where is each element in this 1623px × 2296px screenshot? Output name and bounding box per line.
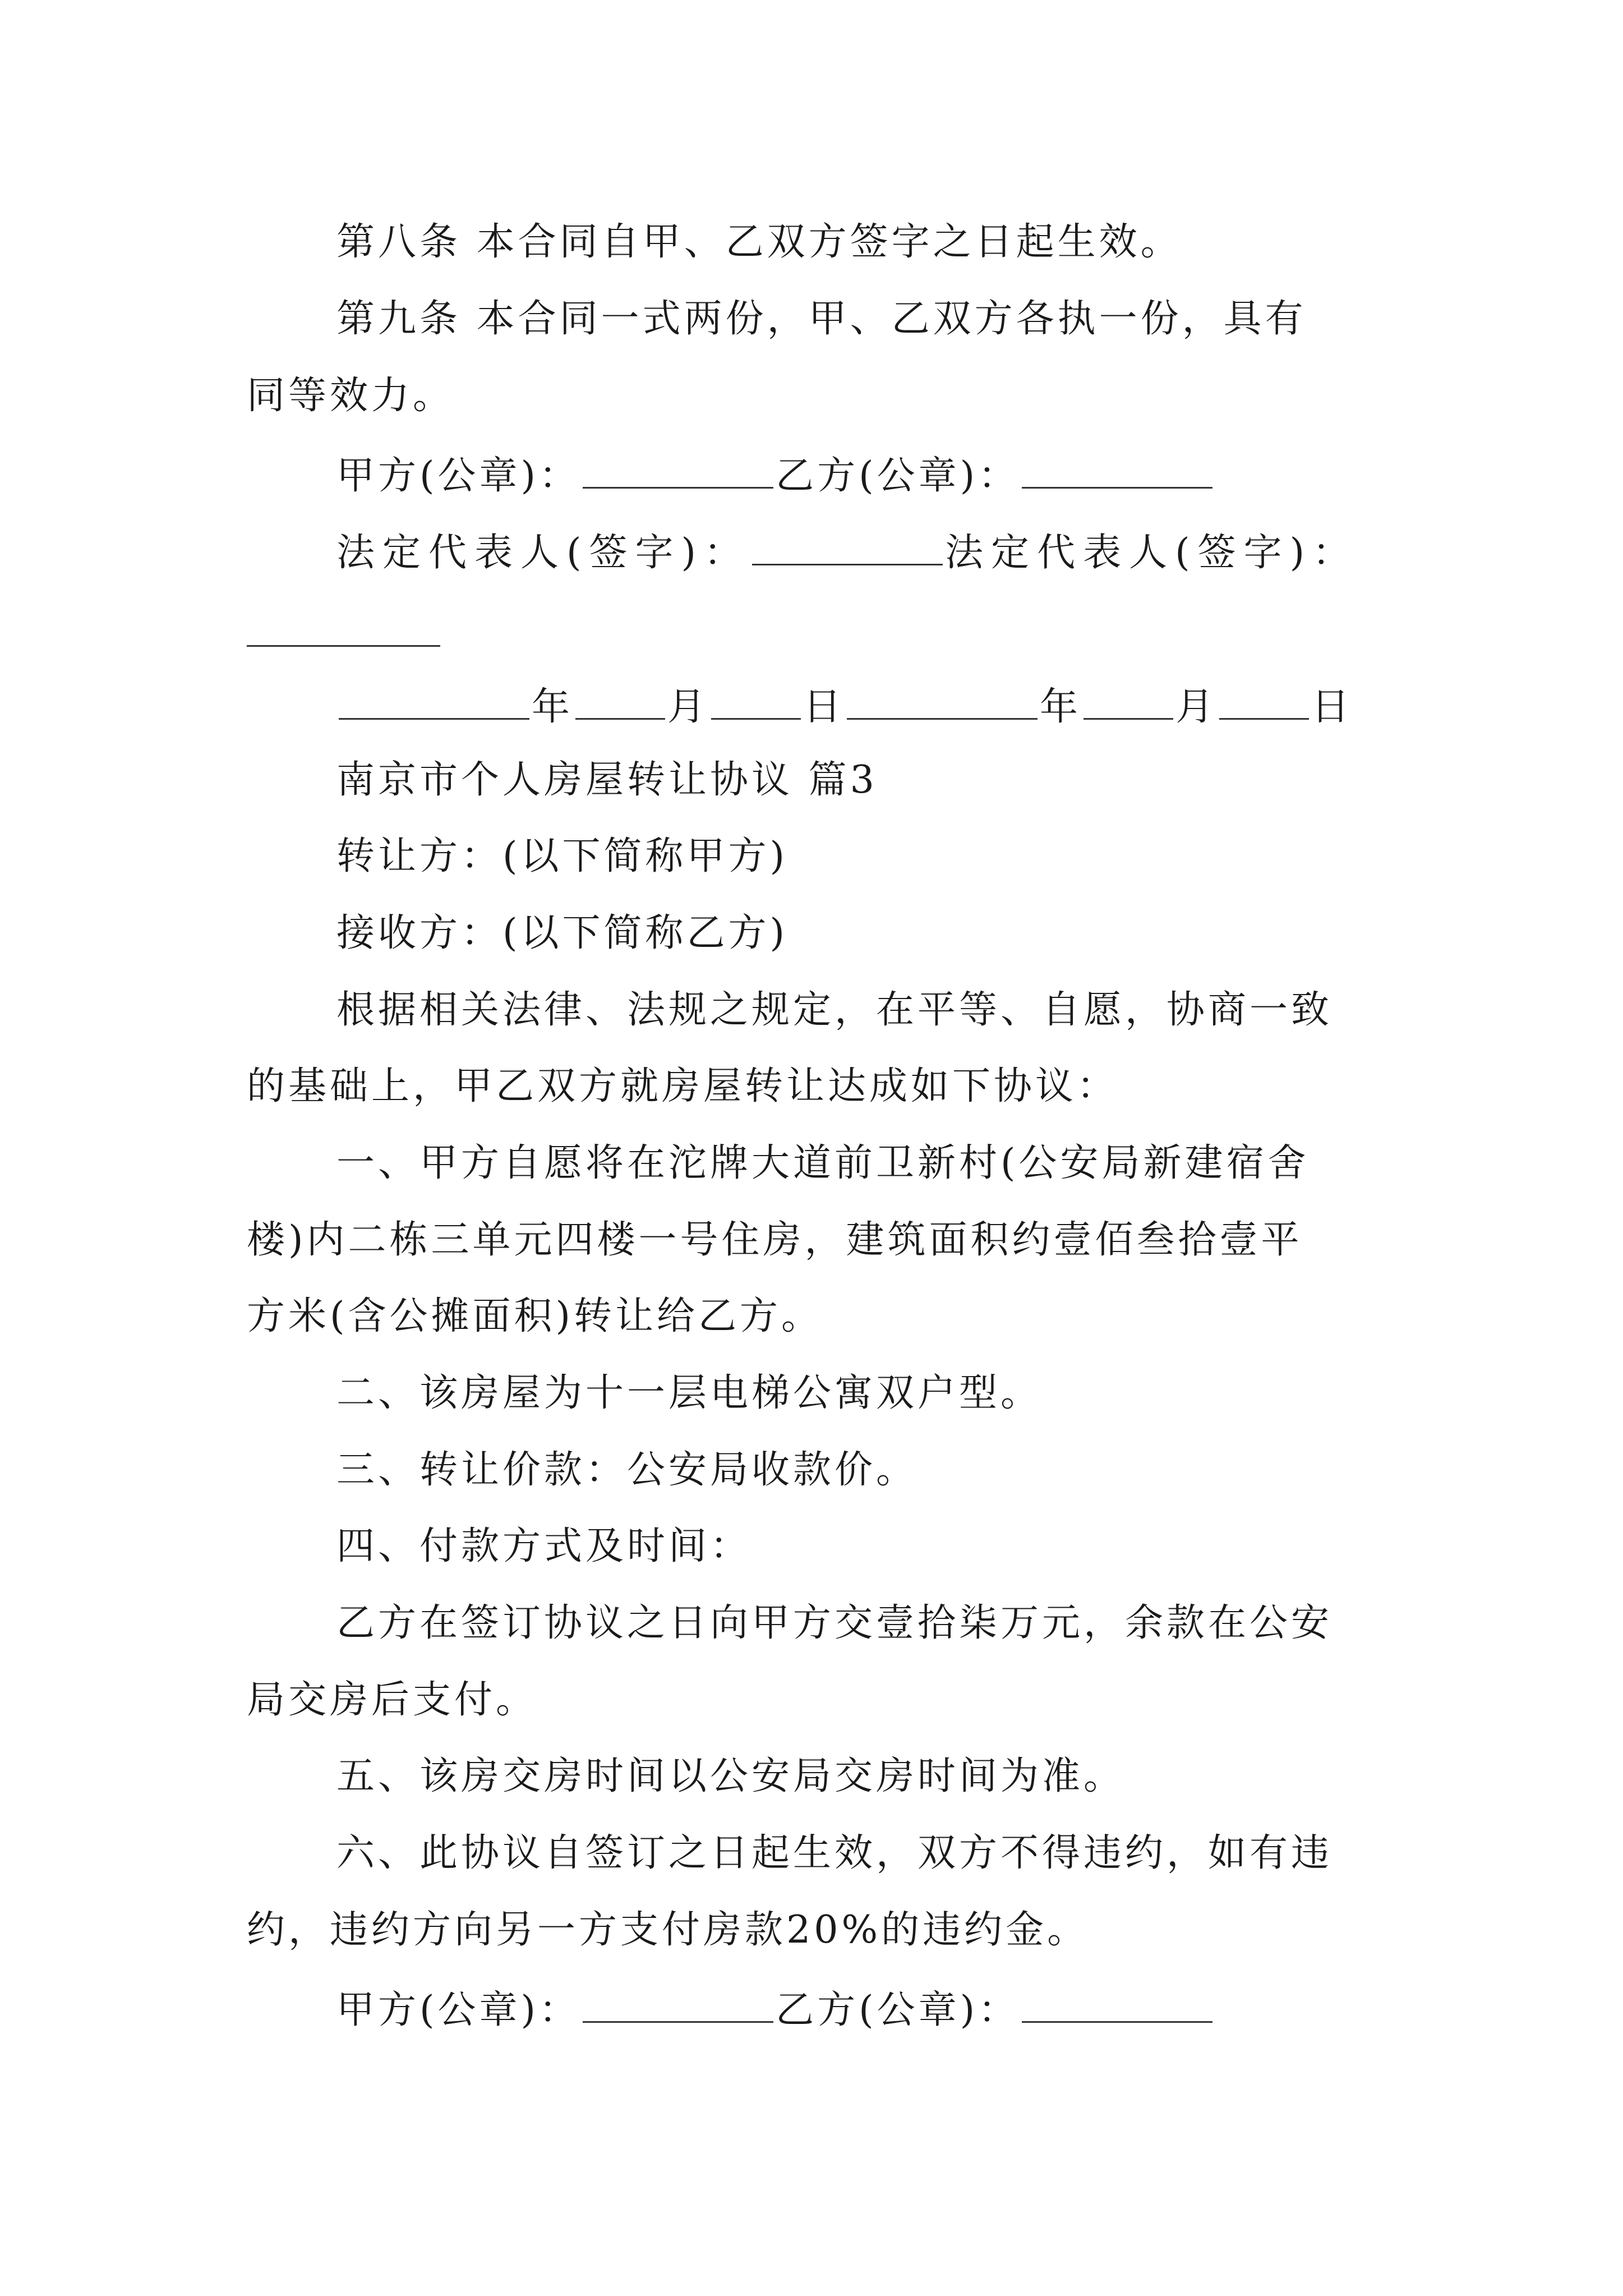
party-b-seal-blank bbox=[1022, 453, 1212, 489]
clause-4-line-1: 乙方在签订协议之日向甲方交壹拾柒万元，余款在公安 bbox=[336, 1601, 1333, 1645]
party-b-seal-blank-2 bbox=[1022, 1987, 1212, 2023]
party-b-seal-label: 乙方(公章)： bbox=[776, 454, 1020, 498]
date-a-month-blank bbox=[575, 684, 665, 720]
party-b-seal-label-2: 乙方(公章)： bbox=[776, 1988, 1020, 2032]
date-a-day-blank bbox=[711, 684, 801, 720]
party-a-seal-label-2: 甲方(公章)： bbox=[336, 1988, 581, 2032]
date-b-year-blank bbox=[847, 684, 1038, 720]
signature-row-2 bbox=[336, 1987, 1215, 2030]
clause-3: 三、转让价款：公安局收款价。 bbox=[336, 1448, 918, 1492]
intro-line-2: 的基础上，甲乙双方就房屋转让达成如下协议： bbox=[247, 1064, 1119, 1108]
date-a-year: 年 bbox=[532, 685, 574, 729]
article-9-line-2: 同等效力。 bbox=[247, 374, 455, 418]
date-b-day-blank bbox=[1219, 684, 1309, 720]
party-a-seal-label: 甲方(公章)： bbox=[336, 454, 581, 498]
intro-line-1: 根据相关法律、法规之规定，在平等、自愿，协商一致 bbox=[336, 988, 1333, 1032]
clause-6-line-2: 约，违约方向另一方支付房款20%的违约金。 bbox=[247, 1908, 1089, 1952]
clause-6-line-1: 六、此协议自签订之日起生效，双方不得违约，如有违 bbox=[336, 1831, 1333, 1875]
date-b-year: 年 bbox=[1040, 685, 1082, 729]
party-a-seal-blank-2 bbox=[583, 1987, 773, 2023]
date-row bbox=[336, 684, 1353, 729]
clause-4: 四、付款方式及时间： bbox=[336, 1524, 752, 1568]
clause-1-line-3: 方米(含公摊面积)转让给乙方。 bbox=[247, 1294, 823, 1338]
date-b-month-blank bbox=[1083, 684, 1173, 720]
party-a-seal-blank bbox=[583, 453, 773, 489]
party-a-rep-blank bbox=[752, 530, 943, 565]
clause-1-line-1: 一、甲方自愿将在沱牌大道前卫新村(公安局新建宿舍 bbox=[336, 1141, 1310, 1185]
party-b-rep-label: 法定代表人(签字)： bbox=[945, 531, 1359, 575]
representative-row bbox=[336, 530, 1359, 575]
article-9-line-1: 第九条 本合同一式两份，甲、乙双方各执一份，具有 bbox=[336, 297, 1307, 341]
date-b-month: 月 bbox=[1175, 685, 1218, 729]
article-8: 第八条 本合同自甲、乙双方签字之日起生效。 bbox=[336, 220, 1182, 264]
clause-2: 二、该房屋为十一层电梯公寓双户型。 bbox=[336, 1371, 1043, 1415]
receiver-line: 接收方：(以下简称乙方) bbox=[336, 911, 789, 955]
date-a-month: 月 bbox=[667, 685, 709, 729]
transferor-line: 转让方：(以下简称甲方) bbox=[336, 834, 789, 878]
date-a-day: 日 bbox=[803, 685, 845, 729]
date-b-day: 日 bbox=[1311, 685, 1353, 729]
clause-5: 五、该房交房时间以公安局交房时间为准。 bbox=[336, 1754, 1126, 1798]
clause-4-line-2: 局交房后支付。 bbox=[247, 1678, 538, 1722]
section-heading: 南京市个人房屋转让协议 篇3 bbox=[336, 758, 878, 802]
party-b-rep-blank bbox=[247, 645, 440, 647]
clause-1-line-2: 楼)内二栋三单元四楼一号住房，建筑面积约壹佰叁拾壹平 bbox=[247, 1218, 1303, 1262]
party-a-rep-label: 法定代表人(签字)： bbox=[336, 531, 750, 575]
signature-row-1 bbox=[336, 453, 1215, 498]
date-a-year-blank bbox=[339, 684, 529, 720]
